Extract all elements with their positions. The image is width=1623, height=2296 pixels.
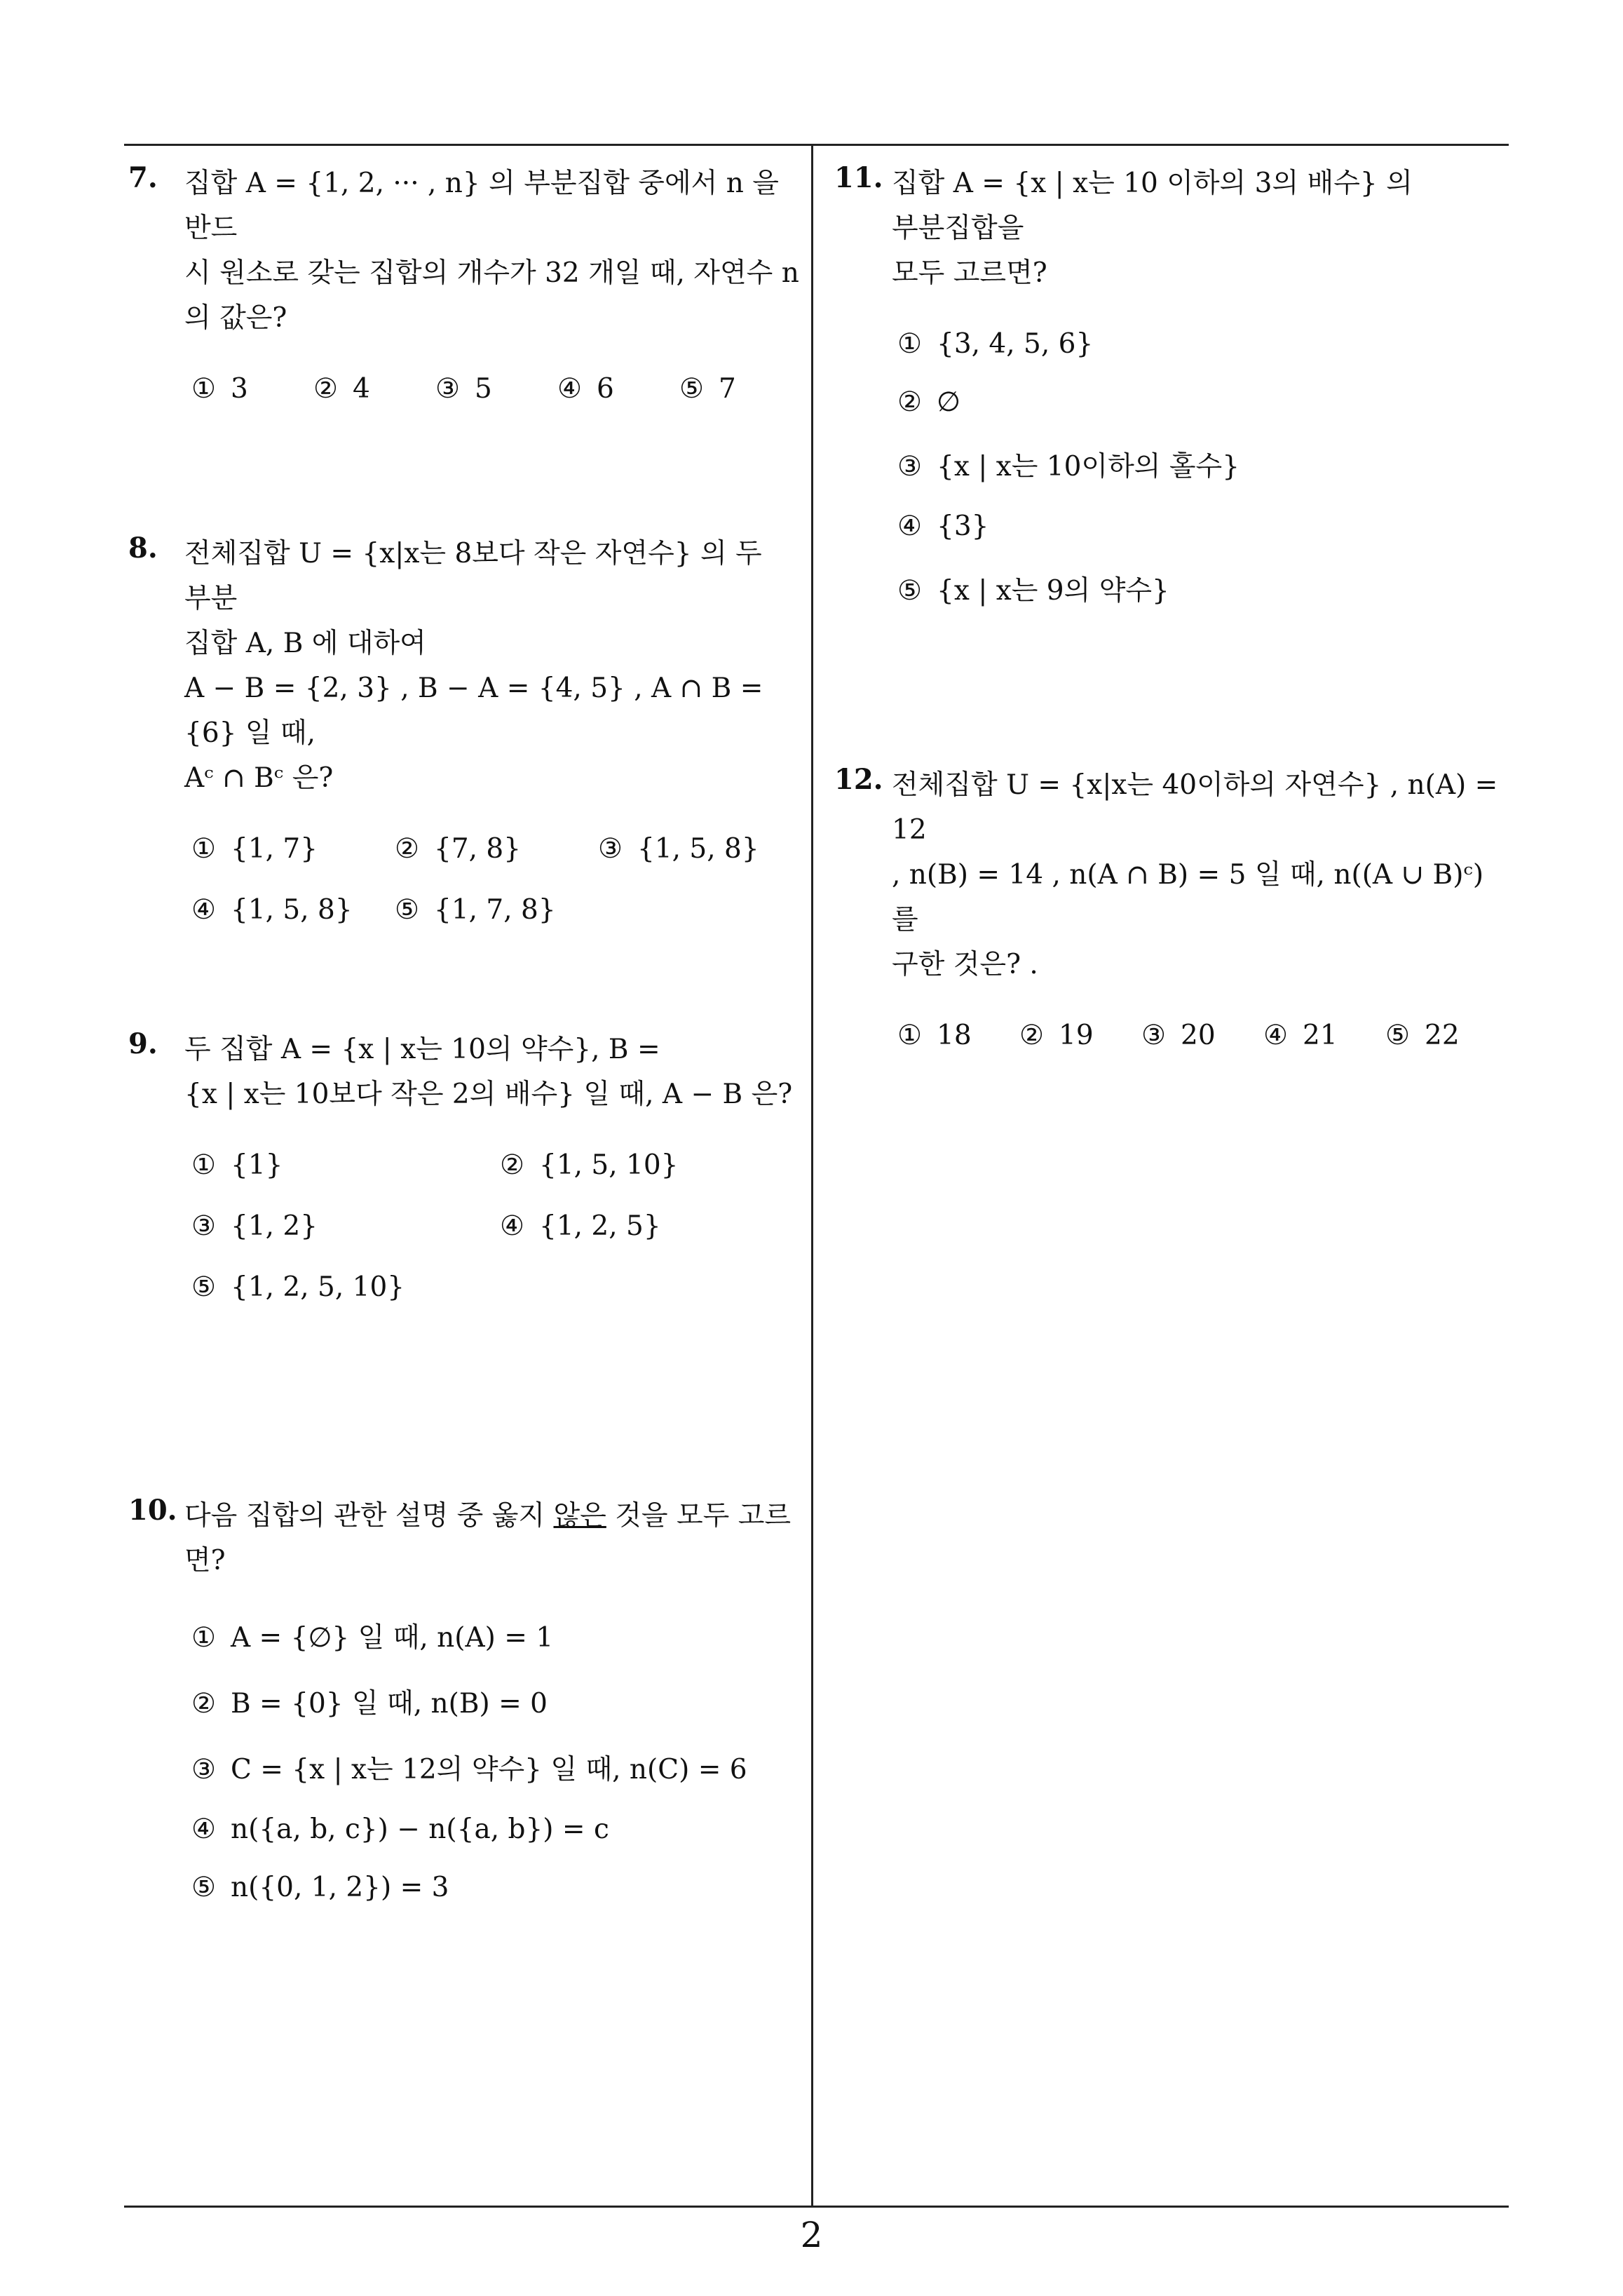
choice-text: 6 [597, 373, 614, 405]
problem-7 [128, 161, 801, 405]
problem-text-part: 다음 집합의 관한 설명 중 옳지 [184, 1500, 554, 1532]
choice-list [897, 328, 1507, 608]
underlined-word: 않은 [553, 1500, 606, 1532]
choice-list [191, 373, 801, 405]
problem-text: 두 집합 A = {x | x는 10의 약수}, B = {x | x는 10보다 작은 2의 배수} 일 때, A − B 은? [184, 1034, 793, 1110]
choice-text: n({a, b, c}) − n({a, b}) = c [231, 1814, 609, 1845]
choice-text: {3, 4, 5, 6} [937, 328, 1094, 360]
choice-mark: ③ [897, 451, 922, 482]
choice-text: {x | x는 9의 약수} [937, 575, 1169, 607]
choice-1[interactable] [191, 373, 313, 405]
choice-1[interactable] [191, 1616, 801, 1655]
choice-4[interactable] [1263, 1020, 1385, 1051]
problem-number: 8. [128, 532, 158, 565]
problem-text-part: 것을 모두 고르 면? [184, 1500, 792, 1576]
choice-3[interactable] [598, 833, 801, 865]
choice-mark: ⑤ [897, 575, 922, 607]
choice-text: 18 [937, 1020, 972, 1051]
choice-mark: ④ [897, 511, 922, 542]
problem-10 [128, 1494, 801, 1903]
choice-mark: ⑤ [191, 1271, 216, 1303]
choice-mark: ③ [191, 1754, 216, 1785]
problem-text: 전체집합 U = {x|x는 8보다 작은 자연수} 의 두 부분 집합 A, B 에 대하여 A − B = {2, 3} , B − A = {4, 5} , A ∩ B = {6} 일 때, Aᶜ ∩ Bᶜ 은? [184, 538, 763, 794]
problem-text: 집합 A = {1, 2, ··· , n} 의 부분집합 중에서 n 을 반드 시 원소로 갖는 집합의 개수가 32 개일 때, 자연수 n 의 값은? [184, 168, 799, 334]
choice-mark: ① [897, 328, 922, 360]
choice-4[interactable] [557, 373, 679, 405]
problem-number: 12. [834, 763, 883, 796]
choice-text: 5 [475, 373, 492, 405]
choice-text: B = {0} 일 때, n(B) = 0 [231, 1688, 548, 1720]
bottom-rule [124, 2206, 1509, 2208]
choice-text: 7 [719, 373, 736, 405]
choice-4[interactable] [191, 894, 395, 926]
choice-text: 21 [1303, 1020, 1338, 1051]
choice-mark: ⑤ [679, 373, 704, 405]
choice-text: 3 [231, 373, 248, 405]
choice-2[interactable] [500, 1149, 808, 1181]
choice-text: C = {x | x는 12의 약수} 일 때, n(C) = 6 [231, 1754, 747, 1785]
choice-3[interactable] [191, 1748, 801, 1787]
choice-1[interactable] [897, 328, 1507, 360]
choice-mark: ③ [1141, 1020, 1166, 1051]
choice-mark: ② [897, 386, 922, 418]
choice-text: 19 [1059, 1020, 1094, 1051]
choice-text: {1, 2, 5} [539, 1210, 661, 1242]
problem-11 [834, 161, 1507, 608]
choice-text: ∅ [937, 386, 960, 418]
choice-text: {1, 7, 8} [434, 894, 556, 926]
top-rule [124, 144, 1509, 146]
choice-text: n({0, 1, 2}) = 3 [231, 1872, 449, 1903]
choice-text: {1, 7} [231, 833, 318, 865]
problem-number: 11. [834, 161, 883, 194]
problem-text: 전체집합 U = {x|x는 40이하의 자연수} , n(A) = 12 , n(B) = 14 , n(A ∩ B) = 5 일 때, n((A ∪ B)ᶜ) 를 구한 것은? . [892, 769, 1498, 980]
choice-5[interactable] [191, 1872, 801, 1903]
choice-5[interactable] [1385, 1020, 1507, 1051]
choice-mark: ① [191, 1149, 216, 1181]
choice-mark: ③ [191, 1210, 216, 1242]
choice-mark: ④ [191, 894, 216, 926]
choice-mark: ① [191, 373, 216, 405]
choice-list [191, 833, 801, 926]
choice-text: 4 [353, 373, 370, 405]
choice-4[interactable] [897, 511, 1507, 542]
problem-8 [128, 532, 801, 926]
choice-list [191, 1149, 801, 1303]
choice-5[interactable] [679, 373, 801, 405]
choice-1[interactable] [191, 1149, 500, 1181]
choice-text: 22 [1425, 1020, 1460, 1051]
choice-mark: ② [1019, 1020, 1044, 1051]
choice-text: {3} [937, 511, 989, 542]
choice-2[interactable] [395, 833, 598, 865]
choice-4[interactable] [191, 1814, 801, 1845]
choice-mark: ② [191, 1688, 216, 1720]
choice-mark: ④ [191, 1814, 216, 1845]
choice-mark: ④ [1263, 1020, 1288, 1051]
choice-5[interactable] [897, 569, 1507, 608]
choice-1[interactable] [897, 1020, 1019, 1051]
choice-text: {1, 2, 5, 10} [231, 1271, 405, 1303]
problem-number: 10. [128, 1494, 177, 1527]
problem-12 [834, 763, 1507, 1051]
choice-list [191, 1616, 801, 1903]
choice-2[interactable] [1019, 1020, 1141, 1051]
problem-text: 집합 A = {x | x는 10 이하의 3의 배수} 의 부분집합을 모두 고르면? [892, 168, 1413, 289]
choice-text: {7, 8} [434, 833, 522, 865]
choice-text: {x | x는 10이하의 홀수} [937, 451, 1240, 482]
choice-text: {1} [231, 1149, 283, 1181]
choice-4[interactable] [500, 1210, 808, 1242]
choice-3[interactable] [435, 373, 557, 405]
problem-number: 7. [128, 161, 158, 194]
choice-mark: ④ [500, 1210, 524, 1242]
choice-mark: ② [313, 373, 338, 405]
choice-3[interactable] [897, 445, 1507, 484]
choice-mark: ① [191, 1622, 216, 1654]
choice-mark: ② [395, 833, 419, 865]
choice-5[interactable] [395, 894, 598, 926]
choice-mark: ③ [598, 833, 623, 865]
problem-9 [128, 1027, 801, 1303]
choice-text: {1, 5, 8} [231, 894, 353, 926]
choice-list [897, 1020, 1507, 1051]
page-number: 2 [800, 2215, 823, 2255]
choice-mark: ③ [435, 373, 460, 405]
choice-mark: ④ [557, 373, 582, 405]
problem-number: 9. [128, 1027, 158, 1060]
choice-5[interactable] [191, 1271, 500, 1303]
choice-text: {1, 5, 8} [637, 833, 759, 865]
choice-mark: ① [897, 1020, 922, 1051]
choice-mark: ⑤ [1385, 1020, 1410, 1051]
choice-2[interactable] [897, 386, 1507, 418]
choice-mark: ① [191, 833, 216, 865]
choice-3[interactable] [1141, 1020, 1263, 1051]
choice-1[interactable] [191, 833, 395, 865]
choice-text: A = {∅} 일 때, n(A) = 1 [231, 1622, 554, 1654]
choice-text: {1, 5, 10} [539, 1149, 679, 1181]
choice-2[interactable] [313, 373, 435, 405]
choice-text: 20 [1181, 1020, 1216, 1051]
column-divider [811, 144, 813, 2207]
choice-2[interactable] [191, 1682, 801, 1721]
choice-mark: ⑤ [395, 894, 419, 926]
choice-mark: ⑤ [191, 1872, 216, 1903]
problem-text [184, 1494, 801, 1583]
choice-text: {1, 2} [231, 1210, 318, 1242]
choice-3[interactable] [191, 1210, 500, 1242]
choice-mark: ② [500, 1149, 524, 1181]
